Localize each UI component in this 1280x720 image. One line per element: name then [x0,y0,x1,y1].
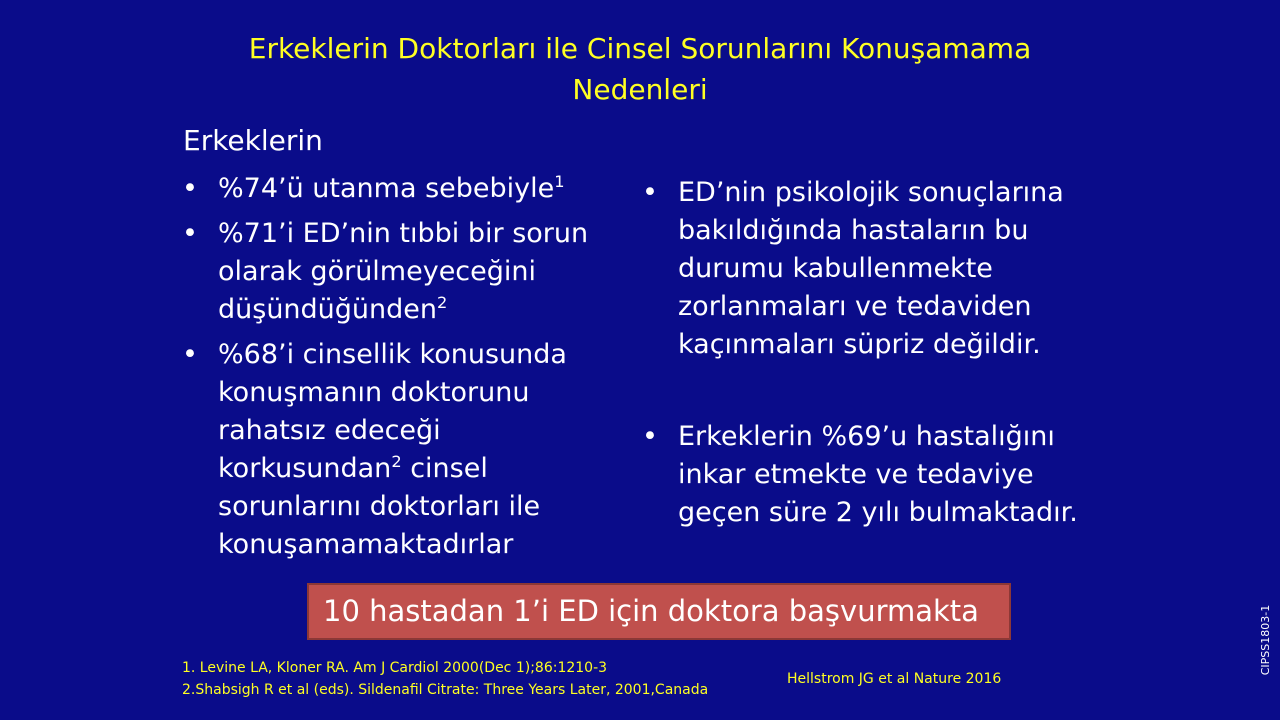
bullet-icon: • [642,177,658,208]
list-item [642,174,1112,364]
list-item [642,418,1112,532]
footnote-marker: 1 [554,172,565,191]
left-bullet-list [182,170,622,564]
list-item-text: Erkeklerin %69’u hastalığını inkar etmekte ve tedaviye geçen süre 2 yılı bulmaktadır. [678,421,1078,528]
reference-hellstrom: Hellstrom JG et al Nature 2016 [787,671,1002,687]
bullet-icon: • [182,218,198,249]
bullet-icon: • [182,339,198,370]
footnote-marker: 2 [391,452,402,471]
references [182,657,708,701]
list-item-text: %71’i ED’nin tıbbi bir sorun olarak görülmeyeceğini düşündüğünden [218,218,589,325]
slide-title-line1: Erkeklerin Doktorları ile Cinsel Sorunlarını Konuşamama [248,32,1032,65]
reference-2: 2.Shabsigh R et al (eds). Sildenafil Citrate: Three Years Later, 2001,Canada [182,682,709,698]
reference-1: 1. Levine LA, Kloner RA. Am J Cardiol 2000(Dec 1);86:1210-3 [182,660,608,676]
list-item [182,336,622,564]
list-item-text: %74’ü utanma sebebiyle [218,173,555,204]
list-item [182,215,622,329]
right-bullet-list [642,174,1112,532]
list-item [182,170,622,208]
document-code: CIPSS1803-1 [1259,604,1272,676]
list-item-text-continued: cinsel sorunlarını doktorları ile konuşamamaktadırlar [218,453,541,560]
lead-text: Erkeklerin [183,124,323,157]
list-item-text: ED’nin psikolojik sonuçlarına bakıldığında hastaların bu durumu kabullenmekte zorlanmaları ve tedaviden kaçınmaları süpriz değildir. [678,177,1064,360]
list-item-text: %68’i cinsellik konusunda konuşmanın doktorunu rahatsız edeceği korkusundan [218,339,567,484]
callout-box: 10 hastadan 1’i ED için doktora başvurmakta [307,583,1011,640]
slide-title-line2: Nedenleri [572,73,708,106]
bullet-icon: • [182,173,198,204]
footnote-marker: 2 [437,293,448,312]
bullet-icon: • [642,421,658,452]
slide-title [180,28,1100,110]
